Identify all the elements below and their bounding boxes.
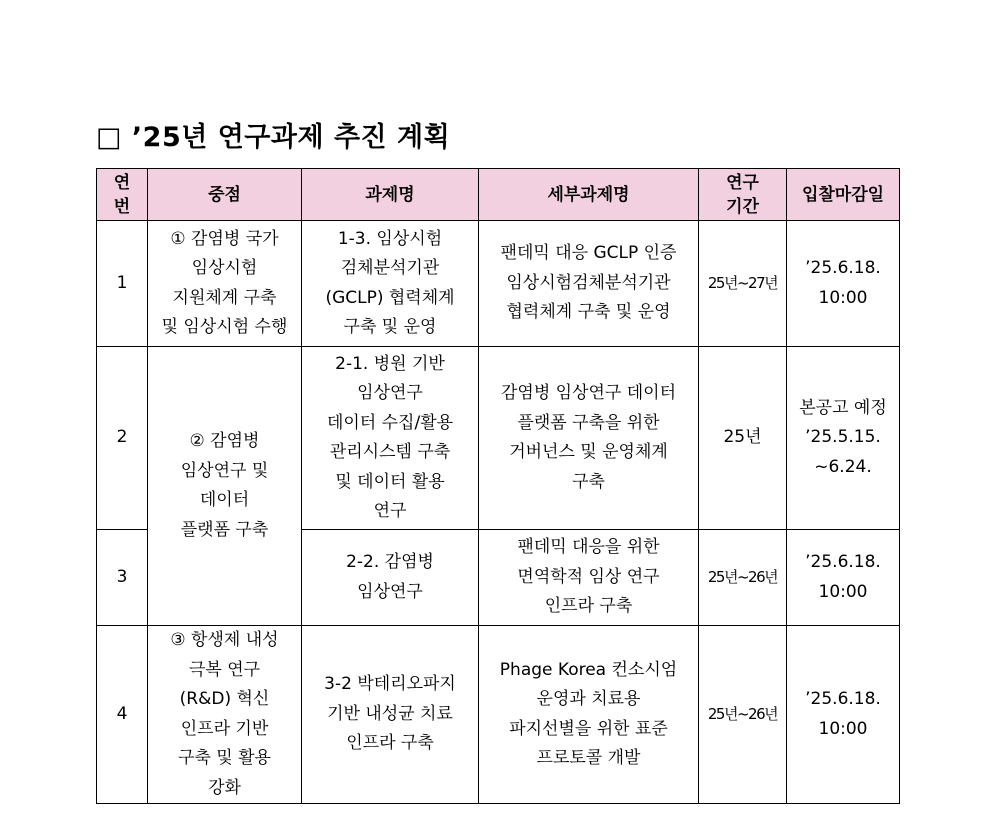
- table-row: [97, 221, 900, 347]
- header-focus: 중점: [148, 169, 302, 221]
- header-task: 과제명: [302, 169, 479, 221]
- research-plan-table: [96, 168, 900, 804]
- subtask-cell: 팬데믹 대응을 위한 면역학적 임상 연구 인프라 구축: [479, 530, 699, 626]
- row-number: 3: [97, 530, 148, 626]
- row-number: 4: [97, 626, 148, 804]
- focus-cell: ③ 항생제 내성 극복 연구 (R&D) 혁신 인프라 기반 구축 및 활용 강화: [148, 626, 302, 804]
- deadline-cell: ’25.6.18. 10:00: [787, 530, 900, 626]
- subtask-cell: Phage Korea 컨소시엄 운영과 치료용 파지선별을 위한 표준 프로토콜 개발: [479, 626, 699, 804]
- header-period: 연구 기간: [699, 169, 787, 221]
- header-subtask: 세부과제명: [479, 169, 699, 221]
- subtask-cell: 감염병 임상연구 데이터 플랫폼 구축을 위한 거버넌스 및 운영체계 구축: [479, 347, 699, 530]
- task-cell: 3-2 박테리오파지 기반 내성균 치료 인프라 구축: [302, 626, 479, 804]
- table-row: [97, 347, 900, 530]
- deadline-cell: ’25.6.18. 10:00: [787, 221, 900, 347]
- task-cell: 2-2. 감염병 임상연구: [302, 530, 479, 626]
- focus-cell: ① 감염병 국가 임상시험 지원체계 구축 및 임상시험 수행: [148, 221, 302, 347]
- period-cell: 25년~26년: [699, 530, 787, 626]
- header-deadline: 입찰마감일: [787, 169, 900, 221]
- task-cell: 2-1. 병원 기반 임상연구 데이터 수집/활용 관리시스템 구축 및 데이터 활용 연구: [302, 347, 479, 530]
- deadline-cell: ’25.6.18. 10:00: [787, 626, 900, 804]
- period-cell: 25년: [699, 347, 787, 530]
- focus-cell: ② 감염병 임상연구 및 데이터 플랫폼 구축: [148, 347, 302, 626]
- table-row: [97, 626, 900, 804]
- page-title: □ ’25년 연구과제 추진 계획: [96, 122, 451, 153]
- period-cell: 25년~27년: [699, 221, 787, 347]
- subtask-cell: 팬데믹 대응 GCLP 인증 임상시험검체분석기관 협력체계 구축 및 운영: [479, 221, 699, 347]
- row-number: 2: [97, 347, 148, 530]
- period-cell: 25년~26년: [699, 626, 787, 804]
- deadline-cell: 본공고 예정 ’25.5.15. ~6.24.: [787, 347, 900, 530]
- header-no: 연 번: [97, 169, 148, 221]
- row-number: 1: [97, 221, 148, 347]
- task-cell: 1-3. 임상시험 검체분석기관 (GCLP) 협력체계 구축 및 운영: [302, 221, 479, 347]
- table-header-row: [97, 169, 900, 221]
